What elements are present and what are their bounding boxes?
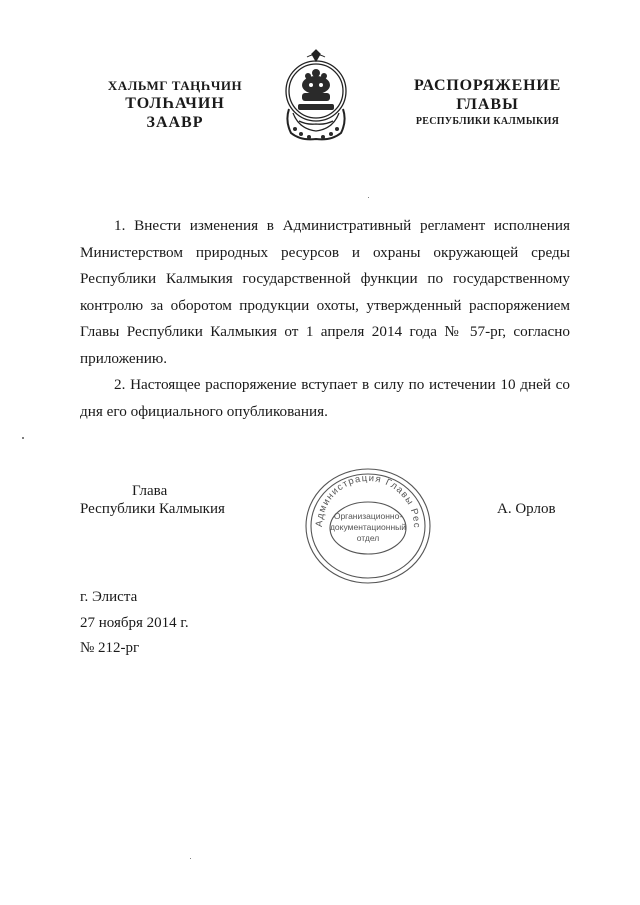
header-russian-line3: РЕСПУБЛИКИ КАЛМЫКИЯ	[415, 116, 560, 127]
svg-text:отдел: отдел	[356, 533, 380, 543]
signatory-title	[80, 482, 230, 518]
header-kalmyk-line2: ТОЛҺАЧИН	[125, 95, 225, 112]
order-paragraph-2: 2. Настоящее распоряжение вступает в силу по истечении 10 дней со дня его официального опубликования.	[80, 376, 570, 420]
order-paragraph-1: 1. Внести изменения в Административный регламент исполнения Министерством природных ресурсов и охраны окружающей среды Республики Калмыкия государственной функции по государственному контролю за оборотом продукции охоты, утвержденный распоряжением Главы Республики Калмыкия от 1 апреля 2014 года № 57-рг, согласно приложению.	[80, 217, 570, 367]
kalmykia-emblem-icon	[277, 49, 355, 143]
official-stamp-seal	[298, 463, 438, 589]
signatory-name: А. Орлов	[497, 501, 556, 517]
order-body	[80, 213, 570, 425]
svg-text:документационный: документационный	[329, 522, 407, 532]
footer-city: г. Элиста	[80, 589, 138, 605]
scan-speck	[368, 197, 369, 198]
scan-speck	[22, 437, 24, 439]
header-kalmyk-line3: ЗААВР	[146, 114, 204, 131]
document-footer	[80, 585, 189, 662]
header-kalmyk-line1: ХАЛЬМГ ТАҢҺЧИН	[107, 78, 243, 93]
signatory-title-line2: Республики Калмыкия	[80, 501, 225, 517]
svg-text:Администрация Главы Республики: Администрация Главы Рес	[313, 472, 423, 529]
header-kalmyk-title	[90, 78, 260, 132]
footer-number: № 212-рг	[80, 640, 140, 656]
header-russian-line1: РАСПОРЯЖЕНИЕ	[413, 77, 562, 94]
header-russian-line2: ГЛАВЫ	[456, 96, 519, 113]
svg-text:Организационно-: Организационно-	[333, 511, 403, 521]
signatory-title-line1: Глава	[132, 483, 168, 499]
footer-date: 27 ноября 2014 г.	[80, 614, 189, 631]
header-russian-title	[400, 76, 575, 130]
scan-speck	[190, 858, 191, 859]
